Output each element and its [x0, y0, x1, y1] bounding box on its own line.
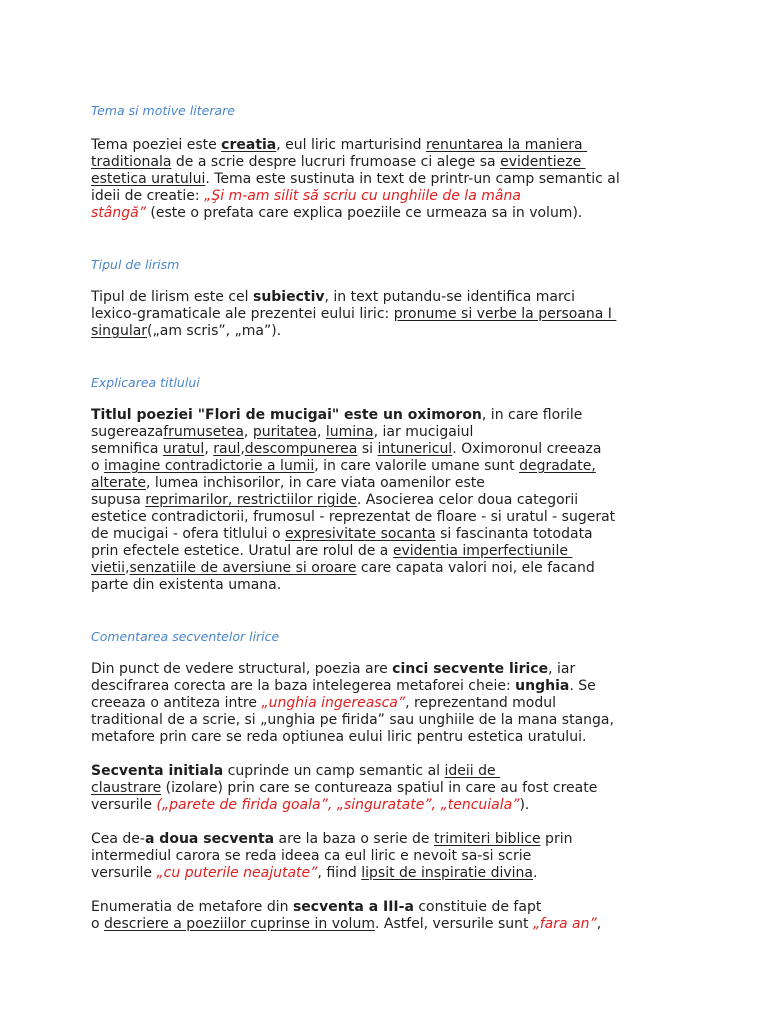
text-line [91, 899, 541, 916]
text-line [91, 916, 601, 933]
text-run: Tema poeziei este [91, 137, 222, 153]
text-line [91, 712, 614, 729]
text-run: imagine contradictorie a lumii [104, 458, 315, 474]
text-line [91, 323, 281, 340]
text-line [91, 188, 521, 205]
text-run: , fiind [317, 865, 362, 881]
text-run: Din punct de vedere structural, poezia are [91, 661, 393, 677]
text-run: creeaza o antiteza intre [91, 695, 262, 711]
text-run: unghia [515, 678, 570, 694]
text-line [91, 424, 473, 441]
text-run: ideii de [444, 763, 501, 779]
text-run: metafore prin care se reda optiunea eului liric pentru estetica uratului. [91, 729, 587, 745]
text-line [91, 441, 601, 458]
text-run: Titlul poeziei "Flori de mucigai" este un oximoron [91, 407, 482, 423]
text-run: . Oximoronul creeaza [452, 441, 602, 457]
text-run: lexico-gramaticale ale prezentei eului liric: [91, 306, 394, 322]
text-run: descifrarea corecta are la baza intelegerea metaforei cheie: [91, 678, 516, 694]
text-run: expresivitate socanta [285, 526, 436, 542]
text-run: , reprezentand modul [405, 695, 557, 711]
text-run: care capata valori noi, ele facand [356, 560, 595, 576]
text-run: evidentieze [500, 154, 586, 170]
text-line [91, 137, 587, 154]
text-run: evidentia imperfectiunile [392, 543, 573, 559]
text-line [91, 848, 531, 865]
text-run: , iar mucigaiul [373, 424, 474, 440]
text-run: , [243, 424, 253, 440]
text-line [91, 492, 578, 509]
text-run: singular [91, 323, 148, 339]
text-line [91, 171, 620, 188]
text-run: cinci secvente lirice [392, 661, 549, 677]
text-run: intermediul carora se reda ideea ca eul liric e nevoit sa-si scrie [91, 848, 532, 864]
text-run: , [316, 424, 326, 440]
text-run: , [204, 441, 214, 457]
text-run: , in care valorile umane sunt [314, 458, 520, 474]
text-line [91, 560, 595, 577]
text-line [91, 475, 485, 492]
text-line [91, 577, 281, 594]
text-run: . Asocierea celor doua categorii [356, 492, 579, 508]
text-run: , in care florile [481, 407, 583, 423]
text-line [91, 526, 593, 543]
text-run: constituie de fapt [413, 899, 542, 915]
text-run: , [596, 916, 602, 932]
text-run: . Se [569, 678, 596, 694]
text-run: prin efectele estetice. Uratul are rolul de a [91, 543, 393, 559]
text-run: reprimarilor, restrictiilor rigide [145, 492, 357, 508]
text-run: lumina [325, 424, 374, 440]
text-run: traditional de a scrie, si „unghia pe firida” sau unghiile de la mana stanga, [91, 712, 614, 728]
text-run: descriere a poeziilor cuprinse in volum [104, 916, 375, 932]
text-run: are la baza o serie de [274, 831, 434, 847]
text-run: , iar [548, 661, 576, 677]
text-run: . Astfel, versurile sunt [374, 916, 533, 932]
text-run: uratul [162, 441, 205, 457]
text-run: pronume si verbe la persoana I [393, 306, 617, 322]
text-run: claustrare [91, 780, 162, 796]
text-line [91, 407, 582, 424]
text-line [91, 543, 572, 560]
text-run: , lumea inchisorilor, in care viata oamenilor este [146, 475, 485, 491]
text-run: semnifica [91, 441, 163, 457]
text-run: prin [540, 831, 573, 847]
text-line [91, 695, 556, 712]
text-line [91, 154, 586, 171]
text-line [91, 306, 616, 323]
text-run: , [125, 560, 130, 576]
text-line [91, 831, 572, 848]
text-run: si [357, 441, 378, 457]
text-run: parte din existenta umana. [91, 577, 282, 593]
text-run: (izolare) prin care se contureaza spatiul in care au fost create [161, 780, 598, 796]
section-heading-tema: Tema si motive literare [91, 103, 235, 118]
text-line [91, 780, 597, 797]
text-run: si fascinanta totodata [435, 526, 593, 542]
text-run: creatia [221, 137, 277, 153]
text-run: versurile [91, 865, 157, 881]
text-run: lipsit de inspiratie divina [361, 865, 534, 881]
text-run: senzatiile de aversiune si oroare [129, 560, 357, 576]
text-line [91, 205, 582, 222]
text-line [91, 661, 575, 678]
text-run: (este o prefata care explica poeziile ce urmeaza sa in volum). [145, 205, 583, 221]
section-heading-lirism: Tipul de lirism [91, 257, 180, 272]
text-run: vietii [91, 560, 126, 576]
text-line [91, 458, 596, 475]
text-line [91, 509, 615, 526]
text-run: estetice contradictorii, frumosul - reprezentat de floare - si uratul - sugerat [91, 509, 616, 525]
text-run: de mucigai - ofera titlului o [91, 526, 285, 542]
text-run: („parete de firida goala”, „singuratate”, „tencuiala” [156, 797, 520, 813]
text-run: , [240, 441, 245, 457]
text-run: trimiteri biblice [433, 831, 541, 847]
text-run: („am scris”, „ma”). [147, 323, 282, 339]
text-run: de a scrie despre lucruri frumoase ci alege sa [171, 154, 501, 170]
text-run: a doua secventa [144, 831, 275, 847]
text-run: „unghia ingereasca” [261, 695, 406, 711]
section-heading-secvente: Comentarea secventelor lirice [91, 629, 280, 644]
text-run: . [533, 865, 538, 881]
text-run: ideii de creatie: [91, 188, 205, 204]
text-run: „Şi m-am silit să scriu cu unghiile de la mâna [204, 188, 521, 204]
text-run: versurile [91, 797, 157, 813]
text-run: raul [213, 441, 241, 457]
text-run: , in text putandu-se identifica marci [324, 289, 576, 305]
text-run: degradate, [519, 458, 596, 474]
text-run: stângă” [91, 205, 146, 221]
text-run: alterate [91, 475, 147, 491]
text-run: Tipul de lirism este cel [91, 289, 253, 305]
text-line [91, 865, 537, 882]
text-line [91, 729, 586, 746]
text-line [91, 763, 500, 780]
text-run: , eul liric marturisind [276, 137, 426, 153]
text-run: cuprinde un camp semantic al [223, 763, 445, 779]
text-run: . Tema este sustinuta in text de printr-un camp semantic al [205, 171, 620, 187]
text-run: puritatea [252, 424, 317, 440]
text-run: renuntarea la maniera [425, 137, 588, 153]
text-run: Cea de- [91, 831, 145, 847]
text-line [91, 289, 575, 306]
text-run: o [91, 458, 105, 474]
text-run: descompunerea [244, 441, 358, 457]
text-run: frumusetea [163, 424, 244, 440]
text-run: secventa a III-a [292, 899, 414, 915]
text-run: Secventa initiala [91, 763, 224, 779]
text-run: Enumeratia de metafore din [91, 899, 293, 915]
text-run: „cu puterile neajutate” [156, 865, 318, 881]
text-run: ). [519, 797, 530, 813]
text-run: estetica uratului [91, 171, 206, 187]
text-run: supusa [91, 492, 146, 508]
text-line [91, 678, 596, 695]
text-run: traditionala [91, 154, 172, 170]
text-run: intunericul [377, 441, 453, 457]
text-line [91, 797, 529, 814]
text-run: sugereaza [91, 424, 164, 440]
section-heading-titlu: Explicarea titlului [91, 375, 200, 390]
text-run: „fara an” [532, 916, 597, 932]
text-run: subiectiv [252, 289, 325, 305]
text-run: o [91, 916, 105, 932]
